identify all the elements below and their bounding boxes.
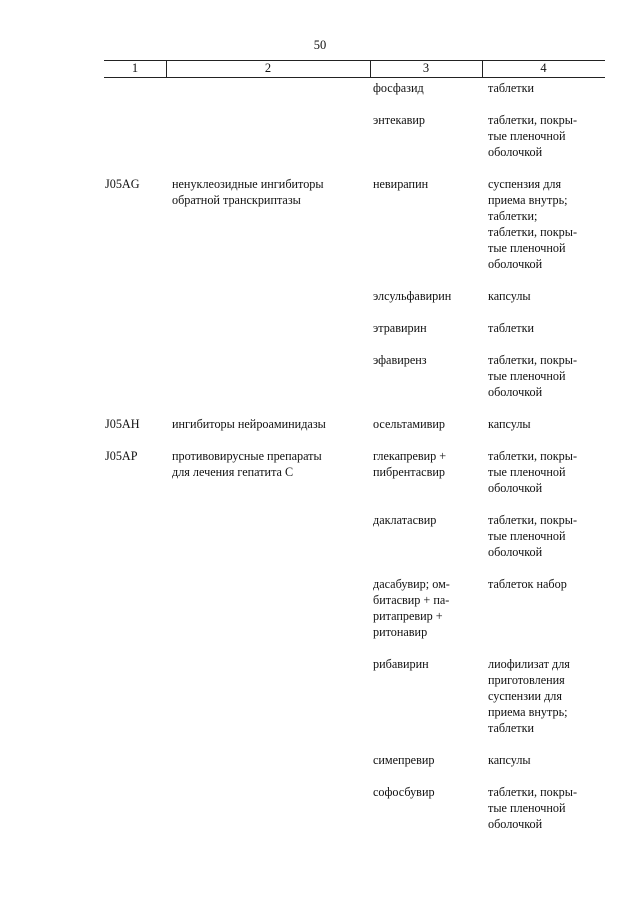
- dosage-form-line: таблетки;: [488, 209, 538, 223]
- dosage-form-line: приготовления: [488, 673, 565, 687]
- dosage-form-line: таблетки, покры-: [488, 113, 578, 127]
- dosage-form-line: таблетки, покры-: [488, 449, 578, 463]
- group-description-line: противовирусные препараты: [172, 449, 322, 463]
- dosage-form-line: приема внутрь;: [488, 705, 568, 719]
- dosage-form-line: оболочкой: [488, 545, 543, 559]
- dosage-form-line: таблетки, покры-: [488, 225, 578, 239]
- dosage-form-line: таблетки, покры-: [488, 353, 578, 367]
- dosage-form: [488, 416, 600, 432]
- dosage-form-line: тые пленочной: [488, 465, 566, 479]
- dosage-form-line: таблетки, покры-: [488, 513, 578, 527]
- group-description: [172, 416, 362, 432]
- column-header-row: [104, 60, 605, 78]
- dosage-form-line: оболочкой: [488, 257, 543, 271]
- drug-name-line: дасабувир; ом-: [373, 577, 450, 591]
- dosage-form: [488, 656, 600, 736]
- drug-name: [373, 112, 478, 128]
- drug-name: [373, 784, 478, 800]
- group-description: [172, 448, 362, 480]
- column-header-4: 4: [540, 61, 547, 75]
- drug-name-line: даклатасвир: [373, 513, 437, 527]
- group-description-line: ингибиторы нейроаминидазы: [172, 417, 326, 431]
- column-header-2: 2: [264, 61, 272, 75]
- drug-name: [373, 448, 478, 480]
- dosage-form-line: таблетки, покры-: [488, 785, 578, 799]
- dosage-form: [488, 112, 600, 160]
- dosage-form-line: оболочкой: [488, 145, 543, 159]
- dosage-form-line: тые пленочной: [488, 129, 566, 143]
- dosage-form-line: капсулы: [488, 289, 531, 303]
- dosage-form-line: капсулы: [488, 417, 531, 431]
- dosage-form: [488, 752, 600, 768]
- column-header-1: 1: [131, 61, 139, 75]
- group-description: [172, 176, 362, 208]
- drug-name-line: пибрентасвир: [373, 465, 445, 479]
- dosage-form-line: лиофилизат для: [488, 657, 570, 671]
- drug-name-line: глекапревир +: [373, 449, 447, 463]
- dosage-form: [488, 576, 600, 592]
- page-number: 50: [313, 38, 327, 52]
- dosage-form-line: таблетки: [488, 81, 535, 95]
- group-description-line: обратной транскриптазы: [172, 193, 301, 207]
- drug-name: [373, 512, 478, 528]
- dosage-form-line: тые пленочной: [488, 529, 566, 543]
- dosage-form-line: капсулы: [488, 753, 531, 767]
- group-description-line: для лечения гепатита С: [172, 465, 294, 479]
- drug-name: [373, 176, 478, 192]
- group-description-line: ненуклеозидные ингибиторы: [172, 177, 324, 191]
- drug-name-line: эфавиренз: [373, 353, 427, 367]
- atc-code: J05AP: [105, 449, 138, 463]
- atc-code: J05AH: [105, 417, 140, 431]
- dosage-form: [488, 512, 600, 560]
- dosage-form-line: таблетки: [488, 721, 535, 735]
- drug-name: [373, 288, 478, 304]
- drug-name-line: симепревир: [373, 753, 435, 767]
- dosage-form-line: суспензия для: [488, 177, 562, 191]
- drug-name: [373, 352, 478, 368]
- drug-name: [373, 656, 478, 672]
- dosage-form-line: таблеток набор: [488, 577, 567, 591]
- dosage-form: [488, 448, 600, 496]
- dosage-form: [488, 80, 600, 96]
- drug-name-line: софосбувир: [373, 785, 435, 799]
- drug-name-line: ритонавир: [373, 625, 428, 639]
- drug-name-line: энтекавир: [373, 113, 426, 127]
- dosage-form-line: тые пленочной: [488, 241, 566, 255]
- drug-name: [373, 320, 478, 336]
- dosage-form-line: приема внутрь;: [488, 193, 568, 207]
- drug-name-line: этравирин: [373, 321, 427, 335]
- dosage-form: [488, 352, 600, 400]
- drug-name: [373, 80, 478, 96]
- drug-name: [373, 576, 478, 640]
- drug-name-line: ритапревир +: [373, 609, 443, 623]
- dosage-form: [488, 784, 600, 832]
- drug-name-line: битасвир + па-: [373, 593, 450, 607]
- drug-name-line: фосфазид: [373, 81, 424, 95]
- dosage-form-line: тые пленочной: [488, 801, 566, 815]
- dosage-form: [488, 288, 600, 304]
- drug-name: [373, 416, 478, 432]
- drug-name-line: невирапин: [373, 177, 429, 191]
- dosage-form-line: тые пленочной: [488, 369, 566, 383]
- dosage-form-line: таблетки: [488, 321, 535, 335]
- dosage-form: [488, 176, 600, 272]
- drug-name: [373, 752, 478, 768]
- atc-code: J05AG: [105, 177, 140, 191]
- drug-name-line: рибавирин: [373, 657, 429, 671]
- dosage-form-line: оболочкой: [488, 817, 543, 831]
- column-header-3: 3: [422, 61, 430, 75]
- dosage-form-line: оболочкой: [488, 385, 543, 399]
- drug-name-line: осельтамивир: [373, 417, 446, 431]
- dosage-form: [488, 320, 600, 336]
- dosage-form-line: оболочкой: [488, 481, 543, 495]
- drug-name-line: элсульфавирин: [373, 289, 452, 303]
- dosage-form-line: суспензии для: [488, 689, 562, 703]
